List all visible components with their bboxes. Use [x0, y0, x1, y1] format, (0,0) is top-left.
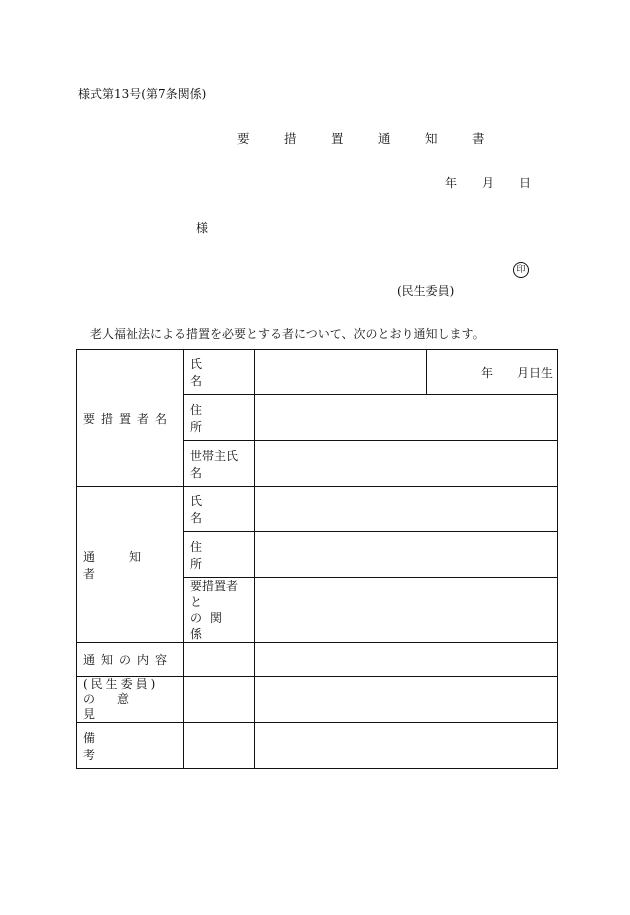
name-label: 氏名: [190, 357, 237, 388]
birth-year-label: 年: [480, 365, 493, 380]
addressee-suffix: 様: [196, 221, 209, 235]
remarks-field-left[interactable]: [184, 723, 255, 769]
remarks-label-cell: [77, 723, 184, 769]
notice-table: [76, 349, 558, 769]
notifier-name-field[interactable]: [255, 487, 558, 532]
birth-day-label: 日生: [528, 365, 553, 380]
content-field[interactable]: [255, 643, 558, 677]
name-label-cell: [184, 350, 255, 395]
opinion-label-line2: の意見: [83, 692, 152, 721]
notifier-address-label: 住所: [190, 539, 237, 571]
householder-label: 世帯主氏名: [190, 448, 239, 480]
sender-role: (民生委員): [397, 284, 455, 298]
content-label: 通知の内容: [83, 653, 174, 667]
address-label-cell: [184, 395, 255, 441]
content-label-cell: [77, 643, 184, 677]
notifier-address-label-cell: [184, 532, 255, 578]
date-year-label: 年: [445, 176, 458, 190]
opinion-label-line1: (民生委員): [83, 677, 159, 691]
address-label: 住所: [190, 402, 237, 434]
section-label-notifier: [77, 487, 184, 643]
remarks-field[interactable]: [255, 723, 558, 769]
date-day-label: 日: [519, 176, 532, 190]
opinion-label-cell: [77, 677, 184, 723]
birthdate-cell[interactable]: [427, 350, 558, 395]
document-title: 要 措 置 通 知 書: [237, 131, 496, 146]
section-label-person-requiring-measures: [77, 350, 184, 487]
address-field[interactable]: [255, 395, 558, 441]
content-field-left[interactable]: [184, 643, 255, 677]
intro-text: 老人福祉法による措置を必要とする者について、次のとおり通知します。: [90, 327, 485, 341]
householder-field[interactable]: [255, 441, 558, 487]
section2-label: 通知者: [83, 549, 176, 581]
notifier-name-label-cell: [184, 487, 255, 532]
opinion-field[interactable]: [255, 677, 558, 723]
notifier-name-label: 氏名: [190, 494, 237, 525]
remarks-label: 備考: [83, 730, 162, 762]
date-line: [445, 174, 531, 191]
name-field[interactable]: [255, 350, 427, 395]
householder-label-cell: [184, 441, 255, 487]
birth-month-label: 月: [516, 365, 529, 380]
opinion-field-left[interactable]: [184, 677, 255, 723]
relation-label-line2: の関係: [190, 611, 231, 641]
seal-mark: 印: [513, 262, 529, 278]
relation-label-cell: [184, 578, 255, 643]
date-month-label: 月: [482, 176, 495, 190]
section1-label: 要措置者名: [83, 411, 174, 426]
form-number: 様式第13号(第7条関係): [78, 87, 207, 101]
notifier-address-field[interactable]: [255, 532, 558, 578]
relation-label-line1: 要措置者と: [190, 579, 239, 609]
relation-field[interactable]: [255, 578, 558, 643]
